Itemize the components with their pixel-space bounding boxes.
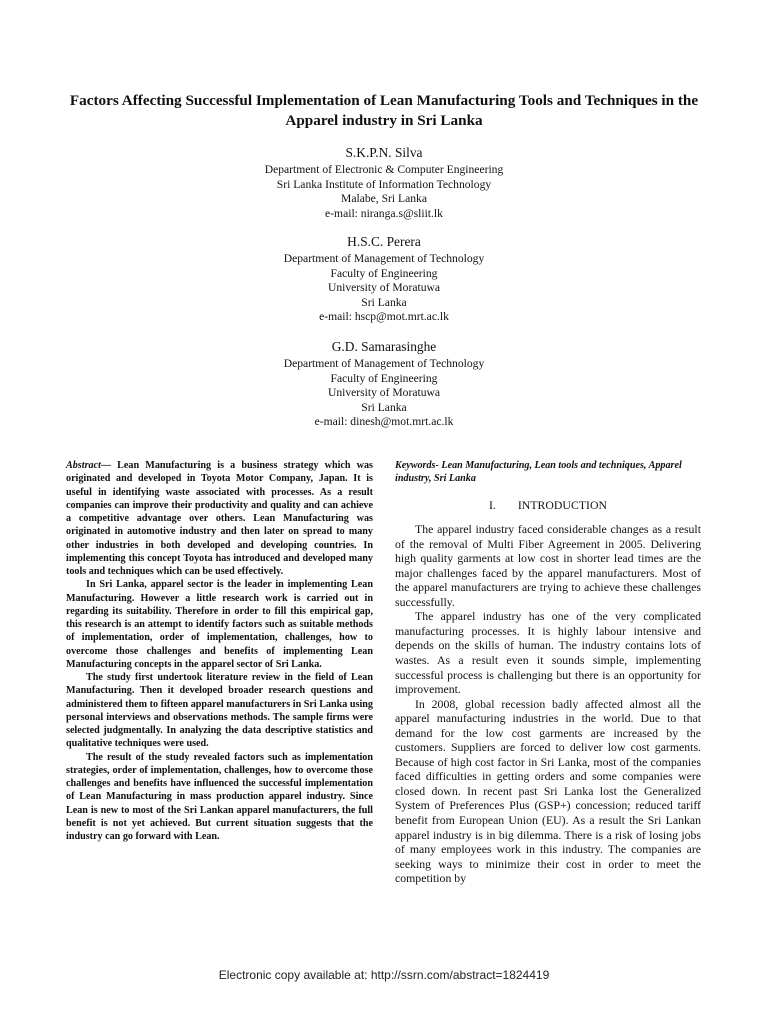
- author-name: G.D. Samarasinghe: [331, 339, 437, 354]
- body-paragraph: In 2008, global recession badly affected almost all the apparel manufacturing industries in the world. Due to that demand for the low cost garments are increased by the customers. Suppliers are forced to deliver low cost garments. Because of high cost factor in Sri Lanka, most of the companies faced difficulties in getting orders and some companies were closed down. In recent past Sri Lanka lost the Generalized System of Preferences Plus (GSP+) concession; reduced tariff benefit from European Union (EU). As a result the Sri Lankan apparel industry is in big dilemma. There is a risk of losing jobs of many employees work in this industry. The companies are seeking ways to minimize their cost in order to meet the competition by: [395, 696, 701, 886]
- author-affiliation: Faculty of Engineering: [330, 371, 438, 385]
- author-block-1: [150, 144, 618, 221]
- author-affiliation: Sri Lanka: [361, 400, 407, 414]
- author-block-3: [150, 338, 618, 430]
- abstract-paragraph: In Sri Lanka, apparel sector is the leader in implementing Lean Manufacturing. However a little research work is carried out in regarding its suitability. Therefore in order to fill this empirical gap, this research is an attempt to identify factors such as suitable methods of implementation, order of implementation, challenges, how to overcome those challenges and benefits of implementing Lean Manufacturing concepts in the apparel sector of Sri Lanka.: [66, 579, 373, 670]
- body-paragraph: The apparel industry faced considerable changes as a result of the removal of Multi Fiber Agreement in 2005. Delivering high quality garments at low cost in shorter lead times are the major challenges faced by the apparel manufacturers. Most of the apparel manufacturers are trying to achieve these challenges successfully.: [395, 522, 701, 609]
- author-affiliation: Malabe, Sri Lanka: [341, 192, 427, 206]
- author-affiliation: Sri Lanka: [361, 295, 407, 309]
- author-affiliation: Department of Management of Technology: [283, 357, 485, 370]
- abstract-text: — Lean Manufacturing is a business strategy which was originated and developed in Toyota Motor Company, Japan. It is useful in identifying waste associated with processes. As a result companies can improve their productivity and quality and can achieve a competitive advantage over others. Lean Manufacturing was originated in automotive industry and then later on spread to many other industries in both developed and developing countries. In implementing this concept Toyota has introduced and developed many tools and techniques which can be used effectively.: [66, 460, 373, 577]
- author-affiliation: Department of Electronic & Computer Engineering: [264, 163, 504, 176]
- author-affiliation: University of Moratuwa: [327, 281, 441, 295]
- keywords: Keywords- Lean Manufacturing, Lean tools and techniques, Apparel industry, Sri Lanka: [395, 460, 682, 485]
- abstract-column: [66, 459, 373, 843]
- author-affiliation: Sri Lanka Institute of Information Technology: [276, 177, 492, 191]
- section-number: I.: [488, 497, 496, 512]
- intro-column: [395, 459, 701, 886]
- author-block-2: [150, 233, 618, 325]
- abstract-label: Abstract: [66, 460, 101, 471]
- body-paragraph: The apparel industry has one of the very complicated manufacturing processes. It is highly labour intensive and depends on the skills of human. The industry contains lots of wastes. As a result even it sounds simple, implementing successful process is challenging but there is an opportunity for improvement.: [395, 609, 701, 697]
- author-email: e-mail: niranga.s@sliit.lk: [325, 206, 443, 220]
- section-heading: [395, 498, 701, 513]
- abstract-paragraph: The study first undertook literature review in the field of Lean Manufacturing. Then it developed broader research questions and administered them to fifteen apparel manufacturers in Sri Lanka using personal interviews and observations methods. The sample firms were selected judgmentally. In analyzing the data descriptive statistics and qualitative techniques were used.: [66, 672, 373, 750]
- paper-title: Factors Affecting Successful Implementation of Lean Manufacturing Tools and Techniques in the Apparel industry in Sri Lanka: [69, 92, 699, 129]
- section-title: INTRODUCTION: [517, 497, 607, 512]
- author-affiliation: Department of Management of Technology: [283, 252, 485, 265]
- author-email: e-mail: dinesh@mot.mrt.ac.lk: [314, 415, 454, 429]
- author-affiliation: University of Moratuwa: [327, 386, 441, 400]
- author-affiliation: Faculty of Engineering: [330, 266, 438, 280]
- abstract-paragraph: The result of the study revealed factors such as implementation strategies, order of implementation, challenges, how to overcome those challenges and benefits have influenced the successful implementation of Lean Manufacturing in mass production apparel industry. Since Lean is new to most of the Sri Lankan apparel manufacturers, the full benefit is not yet achieved. But current situation suggests that the industry can go forward with Lean.: [66, 751, 373, 842]
- ssrn-footer: Electronic copy available at: http://ssrn.com/abstract=1824419: [218, 968, 550, 982]
- author-name: H.S.C. Perera: [347, 234, 421, 249]
- author-email: e-mail: hscp@mot.mrt.ac.lk: [319, 310, 449, 324]
- abstract-paragraph: [66, 459, 373, 578]
- author-name: S.K.P.N. Silva: [345, 145, 423, 160]
